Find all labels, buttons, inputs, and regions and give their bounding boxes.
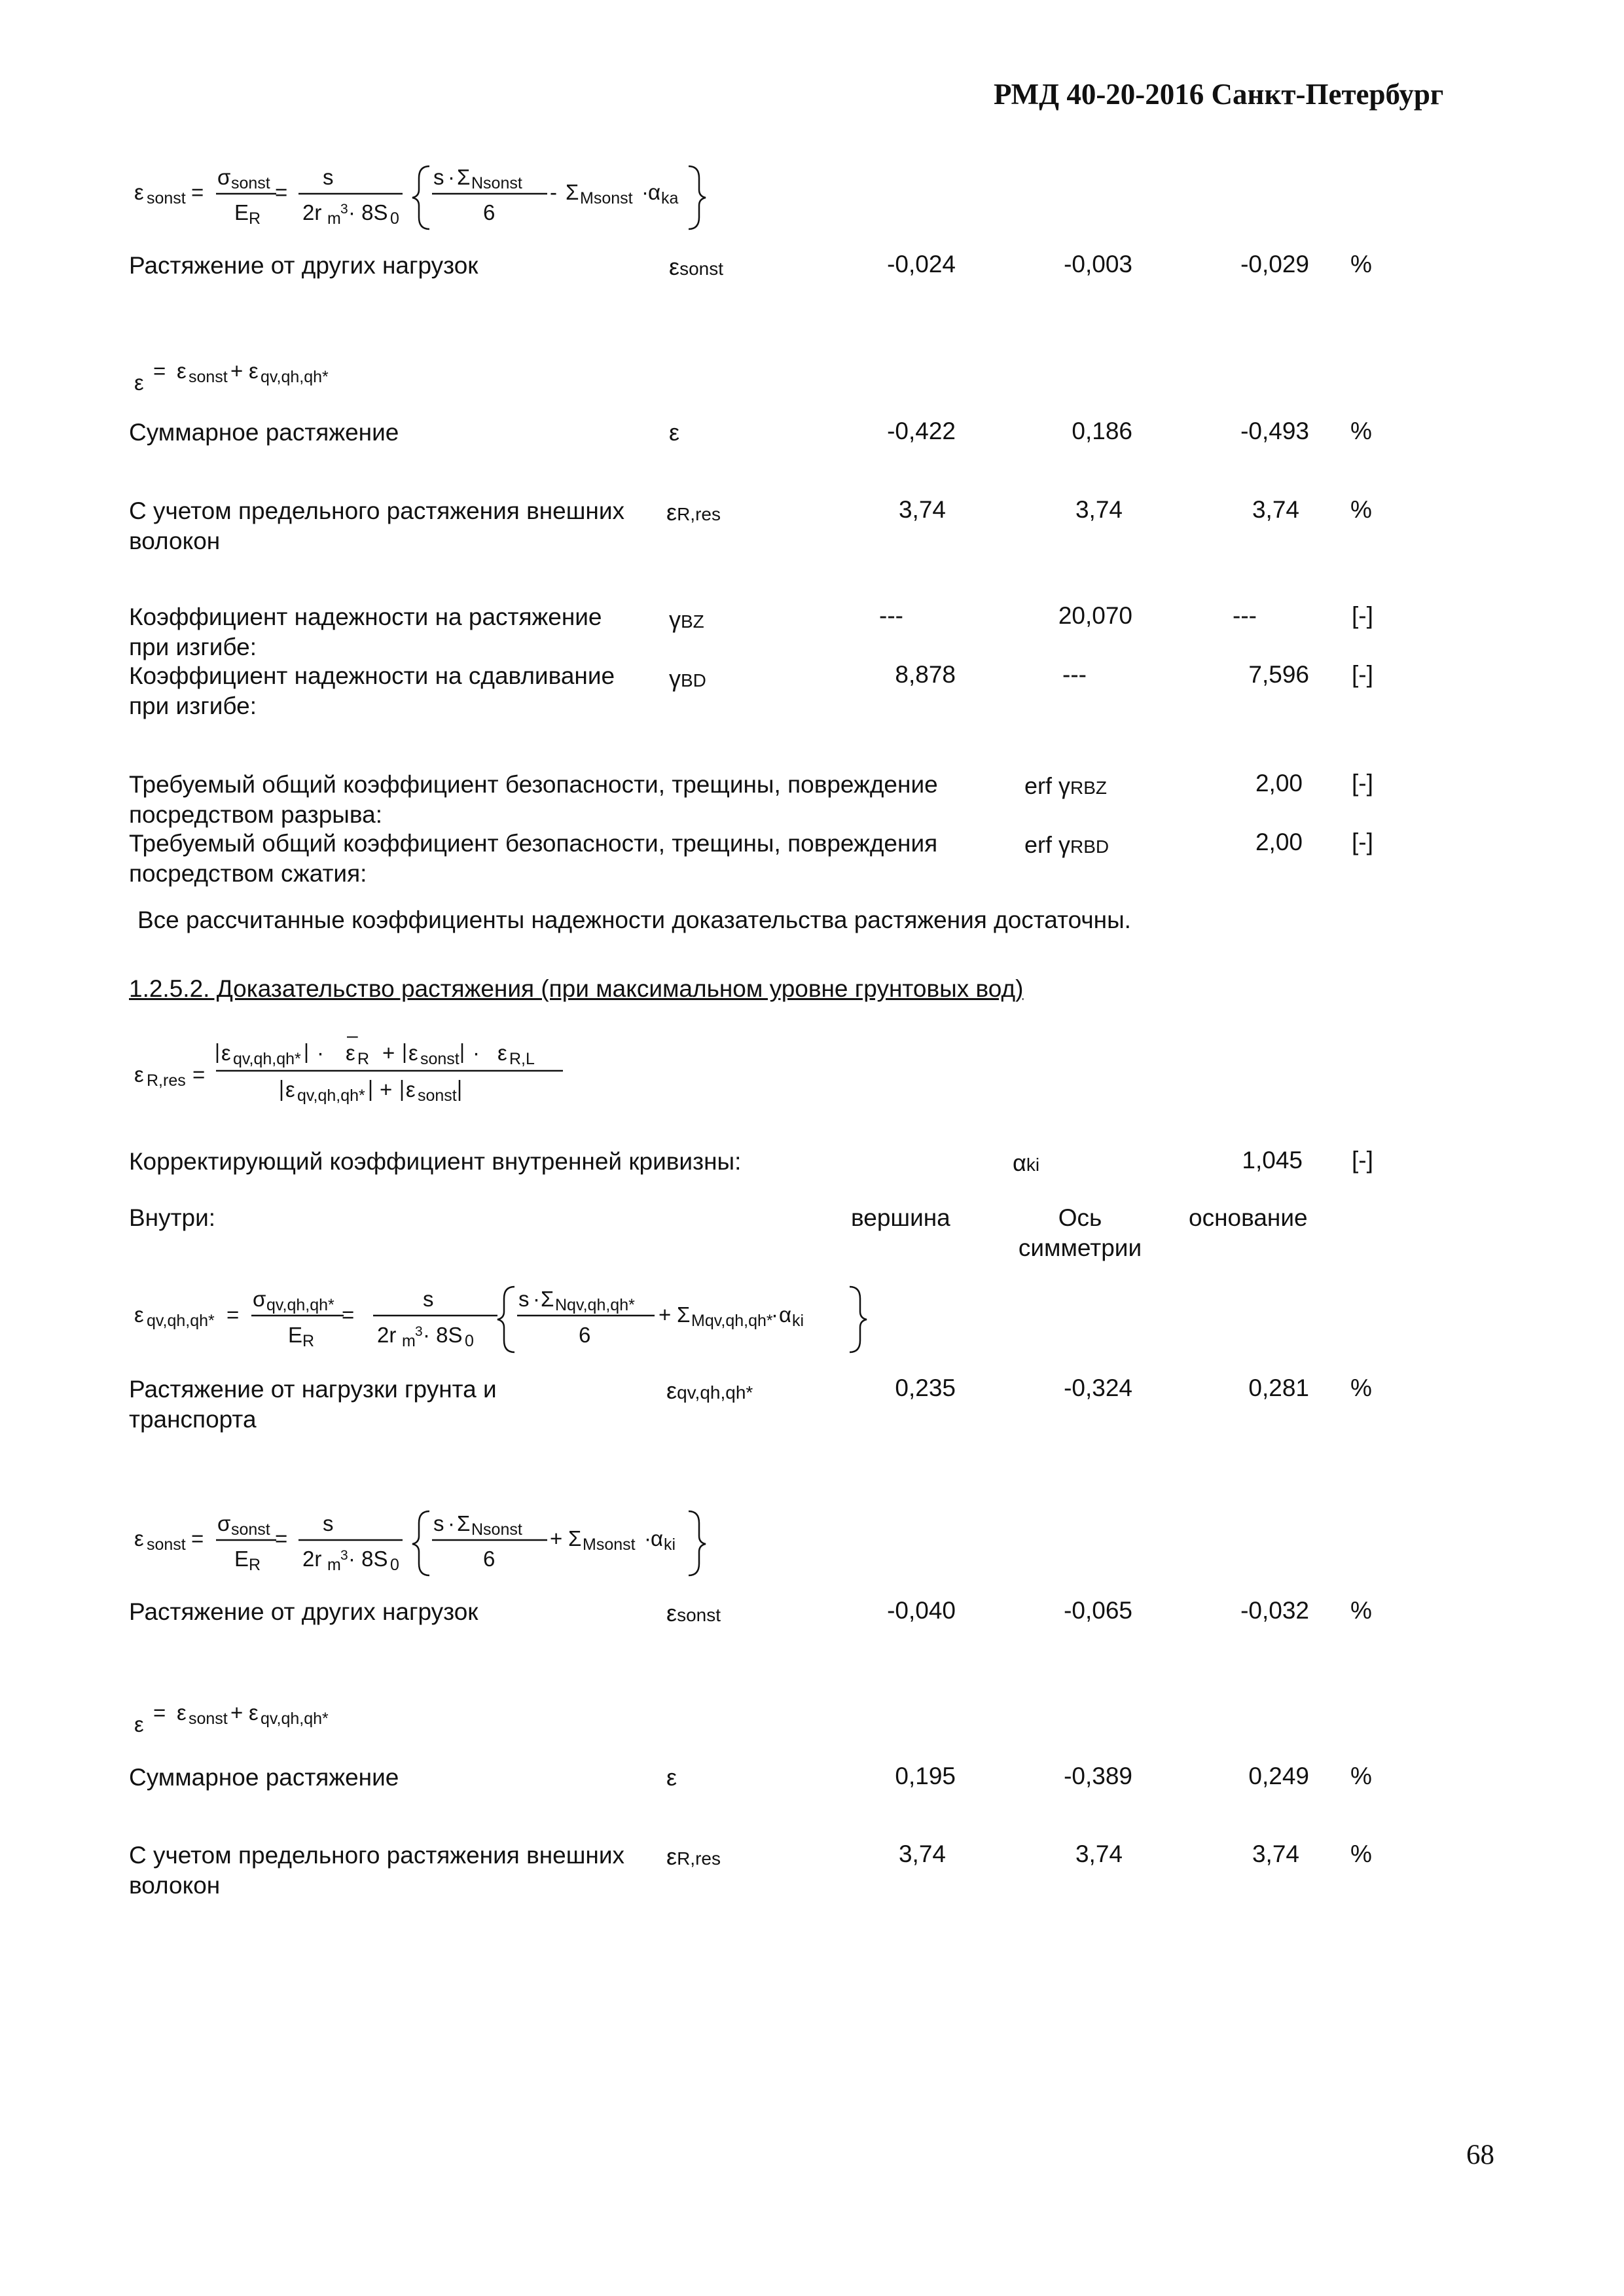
svg-text:=: = [226, 1302, 240, 1327]
value-axis: 3,74 [1075, 1840, 1123, 1867]
svg-text:α: α [779, 1302, 792, 1327]
svg-text:Σ: Σ [457, 1511, 471, 1535]
row-symbol: γBZ [669, 606, 704, 633]
value-vertex: -0,422 [887, 418, 956, 444]
svg-text:-: - [550, 180, 557, 204]
unit: % [1350, 1763, 1372, 1789]
svg-text:sonst: sonst [189, 1710, 228, 1728]
svg-text:s: s [323, 165, 334, 189]
row-label: Растяжение от других нагрузок [129, 252, 478, 279]
unit: [-] [1352, 829, 1373, 855]
svg-text:6: 6 [483, 200, 496, 224]
required-symbol: erf γRBZ [1024, 772, 1108, 799]
svg-text:0: 0 [390, 209, 399, 228]
page-header: РМД 40-20-2016 Санкт-Петербург [994, 78, 1444, 111]
svg-text:ε: ε [497, 1041, 507, 1065]
row-label: Коэффициент надежности на растяжение при изгибе: [129, 603, 602, 660]
row-label: С учетом предельного растяжения внешних волокон [129, 1842, 625, 1899]
value-base: 3,74 [1252, 496, 1299, 523]
unit: [-] [1352, 770, 1373, 797]
svg-text:ε: ε [408, 1041, 418, 1065]
svg-text:qv,qh,qh*: qv,qh,qh* [266, 1296, 334, 1314]
column-header-vertex: вершина [851, 1204, 950, 1231]
svg-text:=: = [153, 1700, 166, 1725]
value-vertex: 8,878 [895, 661, 956, 688]
row-label: С учетом предельного растяжения внешних волокон [129, 497, 625, 554]
svg-text:· 8S: · 8S [348, 1547, 388, 1571]
svg-text:R: R [249, 209, 261, 228]
svg-text:ε: ε [134, 1712, 144, 1736]
svg-text:2r: 2r [377, 1323, 397, 1347]
svg-text:R: R [357, 1050, 370, 1068]
row-symbol: εsonst [669, 253, 723, 280]
value-base: 3,74 [1252, 1840, 1299, 1867]
svg-text:=: = [275, 1526, 288, 1551]
value-vertex: --- [879, 602, 903, 629]
svg-text:m: m [327, 209, 341, 228]
value-base: 0,249 [1248, 1763, 1309, 1789]
value-axis: 0,186 [1072, 418, 1132, 444]
svg-text:· 8S: · 8S [348, 200, 388, 224]
svg-text:Σ: Σ [566, 180, 579, 204]
svg-text:sonst: sonst [231, 1520, 270, 1539]
svg-text:ka: ka [661, 189, 679, 207]
unit: % [1350, 1374, 1372, 1401]
svg-text:σ: σ [217, 165, 231, 189]
svg-text:E: E [234, 200, 249, 224]
svg-text:=: = [342, 1302, 355, 1327]
svg-text:ε: ε [406, 1077, 416, 1102]
value-base: -0,032 [1240, 1597, 1309, 1624]
svg-text:·: · [644, 1526, 651, 1551]
column-header-axis: Ось симметрии [1018, 1204, 1142, 1261]
svg-text:R,res: R,res [147, 1071, 186, 1090]
value-base: -0,493 [1240, 418, 1309, 444]
value-vertex: 3,74 [898, 1840, 946, 1867]
svg-text:·: · [448, 165, 455, 189]
formula-eps-qv-ki [131, 1276, 884, 1358]
svg-text:m: m [402, 1332, 416, 1350]
kcorr-label: Корректирующий коэффициент внутренней кривизны: [129, 1148, 742, 1175]
svg-text:Σ: Σ [541, 1287, 554, 1311]
value-axis: -0,324 [1064, 1374, 1132, 1401]
svg-text:Nsonst: Nsonst [471, 174, 522, 192]
required-symbol: erf γRBD [1024, 831, 1110, 858]
unit: % [1350, 1840, 1372, 1867]
formula-eps-sum [131, 353, 458, 399]
svg-text:ε: ε [285, 1077, 295, 1102]
svg-text:σ: σ [217, 1511, 231, 1535]
row-symbol: εsonst [666, 1600, 721, 1626]
svg-text:+: + [659, 1302, 672, 1327]
svg-text:=: = [191, 1526, 204, 1551]
svg-text:=: = [153, 359, 166, 383]
svg-text:m: m [327, 1556, 341, 1574]
svg-text:=: = [275, 180, 288, 204]
svg-text:s: s [518, 1287, 530, 1311]
value-base: -0,029 [1240, 251, 1309, 278]
inside-label: Внутри: [129, 1204, 216, 1231]
svg-text:ε: ε [134, 180, 144, 204]
svg-text:sonst: sonst [147, 1535, 186, 1554]
svg-text:Mqv,qh,qh*: Mqv,qh,qh* [691, 1312, 773, 1330]
value-vertex: -0,040 [887, 1597, 956, 1624]
value-base: 7,596 [1248, 661, 1309, 688]
formula-eps-sonst-ki [131, 1502, 720, 1584]
formula-eps-rres [131, 1028, 589, 1119]
svg-text:+: + [230, 359, 244, 383]
svg-text:3: 3 [340, 1548, 348, 1563]
svg-text:sonst: sonst [231, 174, 270, 192]
svg-text:3: 3 [415, 1324, 423, 1339]
svg-text:ε: ε [134, 1302, 144, 1327]
svg-text:sonst: sonst [189, 368, 228, 386]
svg-text:+: + [380, 1077, 393, 1102]
unit: [-] [1352, 661, 1373, 688]
value-vertex: -0,024 [887, 251, 956, 278]
value-vertex: 3,74 [898, 496, 946, 523]
svg-text:s: s [423, 1287, 434, 1311]
row-symbol: ε [669, 419, 680, 446]
formula-eps-sonst-ka [131, 157, 720, 236]
kcorr-value: 1,045 [1242, 1147, 1303, 1174]
svg-text:qv,qh,qh*: qv,qh,qh* [147, 1312, 215, 1330]
svg-text:sonst: sonst [418, 1086, 457, 1105]
svg-text:Nsonst: Nsonst [471, 1520, 522, 1539]
svg-text:s: s [323, 1511, 334, 1535]
unit: % [1350, 251, 1372, 278]
svg-text:+: + [230, 1700, 244, 1725]
svg-text:3: 3 [340, 202, 348, 217]
value-axis: -0,003 [1064, 251, 1132, 278]
required-value: 2,00 [1255, 770, 1303, 797]
svg-text:Nqv,qh,qh*: Nqv,qh,qh* [555, 1296, 635, 1314]
svg-text:·: · [771, 1302, 778, 1327]
svg-text:ki: ki [664, 1535, 676, 1554]
svg-text:R: R [302, 1332, 315, 1350]
svg-text:· 8S: · 8S [423, 1323, 463, 1347]
unit: % [1350, 418, 1372, 444]
required-label: Требуемый общий коэффициент безопасности, трещины, повреждения посредством сжатия: [129, 830, 938, 887]
svg-text:·: · [473, 1041, 480, 1065]
value-axis: 20,070 [1058, 602, 1132, 629]
svg-text:E: E [234, 1547, 249, 1571]
svg-text:α: α [648, 180, 661, 204]
value-axis: -0,065 [1064, 1597, 1132, 1624]
svg-text:ε: ε [177, 359, 187, 383]
svg-text:sonst: sonst [420, 1050, 460, 1068]
value-axis: -0,389 [1064, 1763, 1132, 1789]
svg-text:ε: ε [346, 1041, 355, 1065]
row-symbol: εR,res [666, 499, 721, 526]
svg-text:Σ: Σ [568, 1526, 582, 1551]
svg-text:–: – [347, 1028, 358, 1047]
svg-text:s: s [433, 1511, 444, 1535]
row-symbol: εqv,qh,qh* [666, 1377, 753, 1404]
value-base: 0,281 [1248, 1374, 1309, 1401]
svg-text:ε: ε [134, 1062, 144, 1086]
svg-text:s: s [433, 165, 444, 189]
value-axis: --- [1062, 661, 1087, 688]
svg-text:6: 6 [579, 1323, 591, 1347]
value-vertex: 0,195 [895, 1763, 956, 1789]
svg-text:ki: ki [792, 1312, 804, 1330]
section-heading: 1.2.5.2. Доказательство растяжения (при максимальном уровне грунтовых вод) [129, 975, 1024, 1002]
svg-text:=: = [192, 1062, 206, 1086]
svg-text:0: 0 [465, 1332, 474, 1350]
row-label: Суммарное растяжение [129, 1764, 399, 1791]
svg-text:·: · [533, 1287, 540, 1311]
row-symbol: ε [666, 1764, 677, 1791]
svg-text:qv,qh,qh*: qv,qh,qh* [261, 1710, 329, 1728]
svg-text:2r: 2r [302, 1547, 322, 1571]
required-value: 2,00 [1255, 829, 1303, 855]
svg-text:=: = [191, 180, 204, 204]
svg-text:R,L: R,L [509, 1050, 535, 1068]
svg-text:Σ: Σ [677, 1302, 691, 1327]
svg-text:Msonst: Msonst [583, 1535, 636, 1554]
svg-text:2r: 2r [302, 200, 322, 224]
svg-text:ε: ε [177, 1700, 187, 1725]
svg-text:qv,qh,qh*: qv,qh,qh* [297, 1086, 365, 1105]
required-label: Требуемый общий коэффициент безопасности, трещины, повреждение посредством разрыва: [129, 771, 938, 828]
unit: [-] [1352, 602, 1373, 629]
svg-text:ε: ε [221, 1041, 231, 1065]
svg-text:ε: ε [134, 370, 144, 395]
value-axis: 3,74 [1075, 496, 1123, 523]
unit: % [1350, 496, 1372, 523]
svg-text:+: + [550, 1526, 563, 1551]
value-base: --- [1233, 602, 1257, 629]
svg-text:R: R [249, 1556, 261, 1574]
column-header-base: основание [1189, 1204, 1308, 1231]
svg-text:+: + [382, 1041, 395, 1065]
kcorr-symbol: αki [1013, 1149, 1040, 1176]
svg-text:Msonst: Msonst [580, 189, 633, 207]
svg-text:·: · [641, 180, 649, 204]
svg-text:ε: ε [134, 1526, 144, 1551]
row-label: Растяжение от других нагрузок [129, 1598, 478, 1625]
formula-eps-sum [131, 1695, 458, 1741]
svg-text:α: α [651, 1526, 664, 1551]
row-label: Коэффициент надежности на сдавливание при изгибе: [129, 662, 615, 719]
row-symbol: γBD [669, 665, 706, 692]
svg-text:ε: ε [249, 359, 259, 383]
row-symbol: εR,res [666, 1843, 721, 1870]
svg-text:·: · [448, 1511, 455, 1535]
svg-text:·: · [317, 1041, 324, 1065]
conclusion-text: Все рассчитанные коэффициенты надежности доказательства растяжения достаточны. [137, 906, 1131, 933]
svg-text:sonst: sonst [147, 189, 186, 207]
unit: % [1350, 1597, 1372, 1624]
svg-text:qv,qh,qh*: qv,qh,qh* [233, 1050, 301, 1068]
svg-text:0: 0 [390, 1556, 399, 1574]
svg-text:ε: ε [249, 1700, 259, 1725]
unit: [-] [1352, 1147, 1373, 1174]
svg-text:6: 6 [483, 1547, 496, 1571]
row-label: Растяжение от нагрузки грунта и транспорта [129, 1376, 497, 1433]
svg-text:qv,qh,qh*: qv,qh,qh* [261, 368, 329, 386]
value-vertex: 0,235 [895, 1374, 956, 1401]
svg-text:Σ: Σ [457, 165, 471, 189]
svg-text:σ: σ [253, 1287, 266, 1311]
row-label: Суммарное растяжение [129, 419, 399, 446]
svg-text:E: E [288, 1323, 303, 1347]
page-number: 68 [1466, 2140, 1494, 2170]
